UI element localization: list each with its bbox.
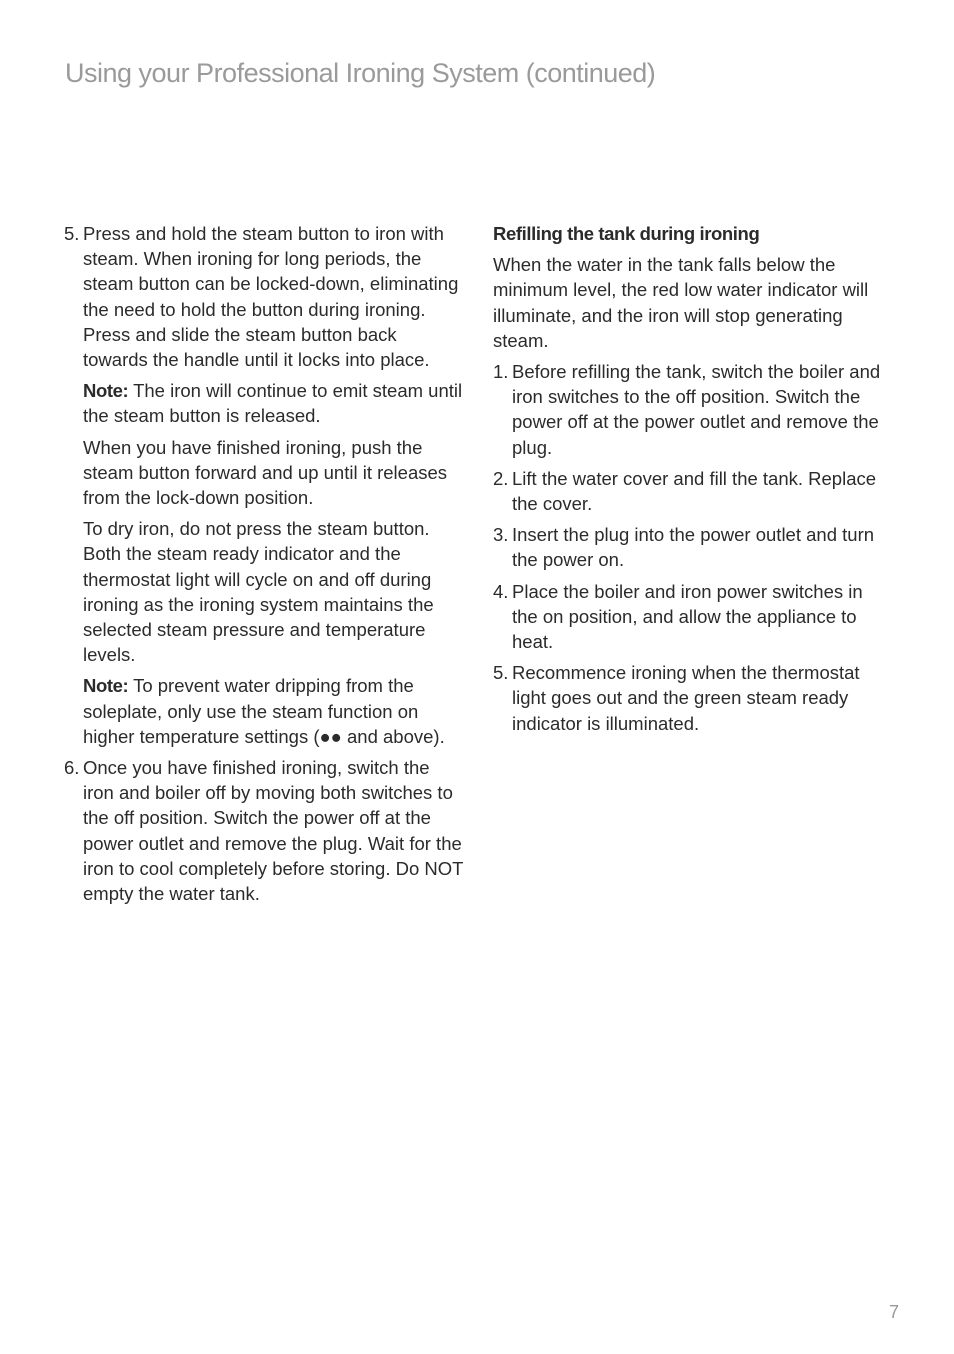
note-steam-emit	[83, 378, 464, 428]
step-5-body	[83, 221, 464, 749]
right-column	[493, 221, 893, 742]
step-number: 1.	[493, 361, 509, 383]
step-number: 2.	[493, 467, 509, 489]
step-number: 6.	[64, 757, 80, 779]
step-5-text: Press and hold the steam button to iron with steam. When ironing for long periods, the steam button can be locked-down, eliminating the need to hold the button during ironing. Press and slide the steam button back towards the handle until it locks into place.	[83, 223, 459, 371]
note-text: The iron will continue to emit steam until the steam button is released.	[83, 380, 463, 427]
step-number: 5.	[64, 223, 80, 244]
section-heading: Refilling the tank during ironing	[493, 223, 760, 244]
note-text: To prevent water dripping from the soleplate, only use the steam function on higher temperature settings (●● and above).	[83, 675, 445, 747]
step-6-text: Once you have finished ironing, switch the iron and boiler off by moving both switches to the off position. Switch the power off at the power outlet and remove the plug. Wait for the iron to cool completely before storing. Do NOT empty the water tank.	[83, 757, 464, 905]
page-title: Using your Professional Ironing System (continued)	[65, 58, 656, 88]
refill-step-text: Insert the plug into the power outlet and turn the power on.	[512, 524, 875, 571]
refill-step-1	[493, 359, 893, 460]
refill-step-5	[493, 660, 893, 736]
page-number: 7	[889, 1302, 900, 1322]
refill-step-text: Place the boiler and iron power switches in the on position, and allow the appliance to heat.	[512, 580, 863, 653]
note-label: Note:	[83, 380, 129, 402]
left-column	[64, 221, 464, 912]
step-number: 3.	[493, 524, 509, 546]
note-dripping	[83, 673, 464, 749]
step-5	[64, 221, 464, 749]
refill-step-text: Recommence ironing when the thermostat light goes out and the green steam ready indicator is illuminated.	[512, 662, 860, 734]
dry-iron-paragraph: To dry iron, do not press the steam button. Both the steam ready indicator and the thermostat light will cycle on and off during ironing as the ironing system maintains the selected steam pressure and temperature levels.	[83, 518, 434, 666]
refill-step-2	[493, 466, 893, 516]
refill-step-3	[493, 522, 893, 572]
step-number: 4.	[493, 580, 509, 602]
refill-step-text: Before refilling the tank, switch the boiler and iron switches to the off position. Switch the power off at the power outlet and remove the plug.	[512, 361, 881, 458]
note-label: Note:	[83, 675, 129, 697]
release-lock-paragraph: When you have finished ironing, push the steam button forward and up until it releases from the lock-down position.	[83, 436, 448, 509]
step-6-body	[83, 755, 464, 906]
refill-step-text: Lift the water cover and fill the tank. Replace the cover.	[512, 467, 877, 515]
refill-step-4	[493, 579, 893, 655]
step-number: 5.	[493, 662, 509, 684]
refill-intro: When the water in the tank falls below the minimum level, the red low water indicator will illuminate, and the iron will stop generating steam.	[493, 254, 869, 351]
step-6	[64, 755, 464, 906]
